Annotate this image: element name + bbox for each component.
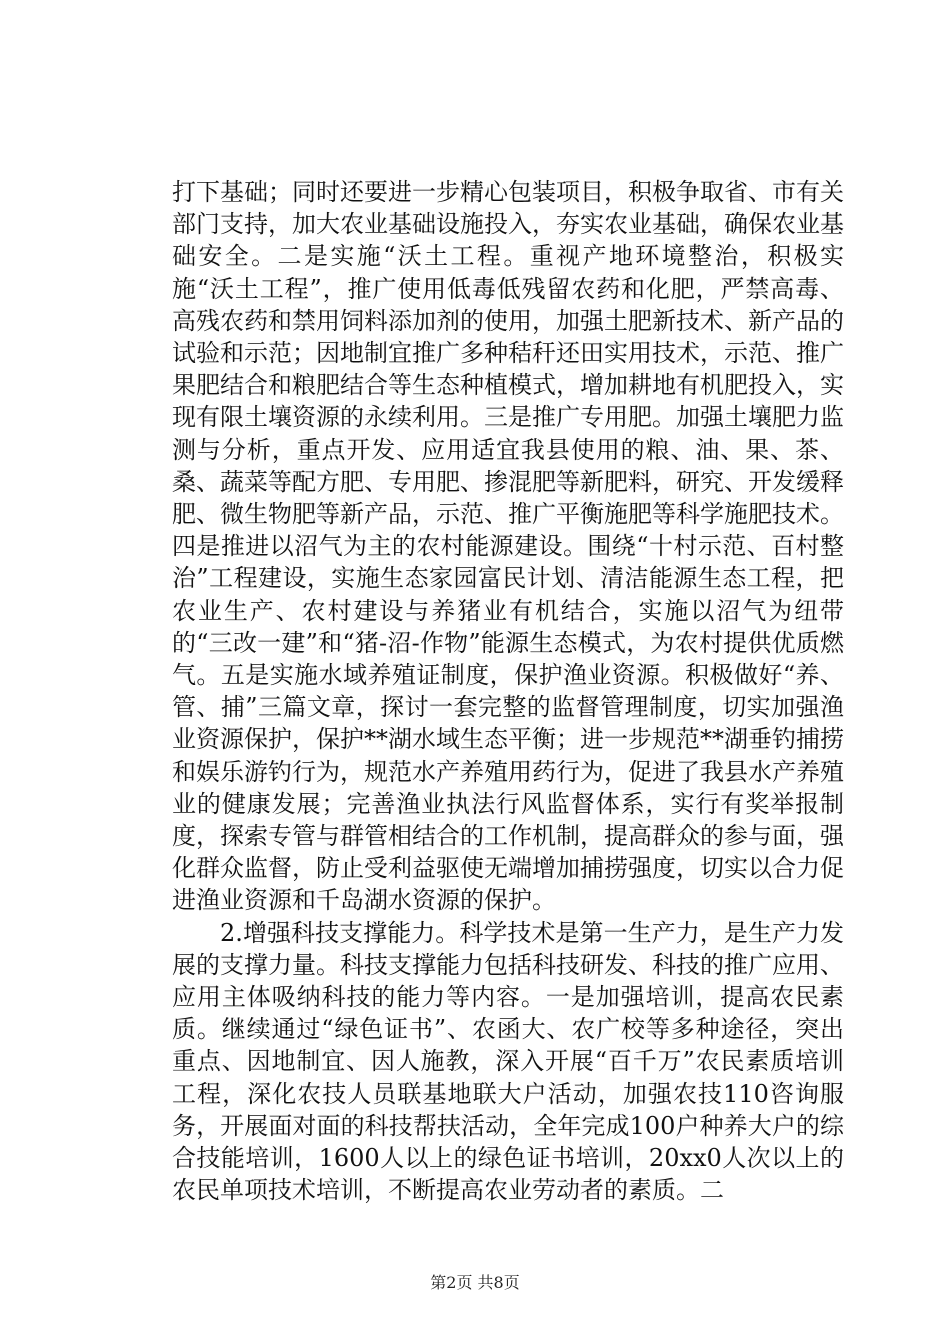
paragraph-tech-support: 2.增强科技支撑能力。科学技术是第一生产力，是生产力发展的支撑力量。科技支撑能力包括科技研发、科技的推广应用、应用主体吸纳科技的能力等内容。一是加强培训，提高农民素质。继续通过“绿色证书”、农函大、农广校等多种途径，突出重点、因地制宜、因人施教，深入开展“百千万”农民素质培训工程，深化农技人员联基地联大户活动，加强农技110咨询服务，开展面对面的科技帮扶活动，全年完成100户种养大户的综合技能培训，1600人以上的绿色证书培训，20xx0人次以上的农民单项技术培训，不断提高农业劳动者的素质。二 [172, 918, 844, 1205]
page-number: 第2页 共8页 [430, 1273, 520, 1292]
page-footer [0, 1270, 950, 1293]
body-text [172, 176, 844, 1207]
paragraph-continuation: 打下基础；同时还要进一步精心包装项目，积极争取省、市有关部门支持，加大农业基础设施投入，夯实农业基础，确保农业基础安全。二是实施“沃土工程。重视产地环境整治，积极实施“沃土工程”，推广使用低毒低残留农药和化肥，严禁高毒、高残农药和禁用饲料添加剂的使用，加强土肥新技术、新产品的试验和示范；因地制宜推广多种秸秆还田实用技术，示范、推广果肥结合和粮肥结合等生态种植模式，增加耕地有机肥投入，实现有限土壤资源的永续利用。三是推广专用肥。加强土壤肥力监测与分析，重点开发、应用适宜我县使用的粮、油、果、茶、桑、蔬菜等配方肥、专用肥、掺混肥等新肥料，研究、开发缓释肥、微生物肥等新产品，示范、推广平衡施肥等科学施肥技术。四是推进以沼气为主的农村能源建设。围绕“十村示范、百村整治”工程建设，实施生态家园富民计划、清洁能源生态工程，把农业生产、农村建设与养猪业有机结合，实施以沼气为纽带的“三改一建”和“猪-沼-作物”能源生态模式，为农村提供优质燃气。五是实施水域养殖证制度，保护渔业资源。积极做好“养、管、捕”三篇文章，探讨一套完整的监督管理制度，切实加强渔业资源保护，保护**湖水域生态平衡；进一步规范**湖垂钓捕捞和娱乐游钓行为，规范水产养殖用药行为，促进了我县水产养殖业的健康发展；完善渔业执法行风监督体系，实行有奖举报制度，探索专管与群管相结合的工作机制，提高群众的参与面，强化群众监督，防止受利益驱使无端增加捕捞强度，切实以合力促进渔业资源和千岛湖水资源的保护。 [172, 178, 844, 915]
